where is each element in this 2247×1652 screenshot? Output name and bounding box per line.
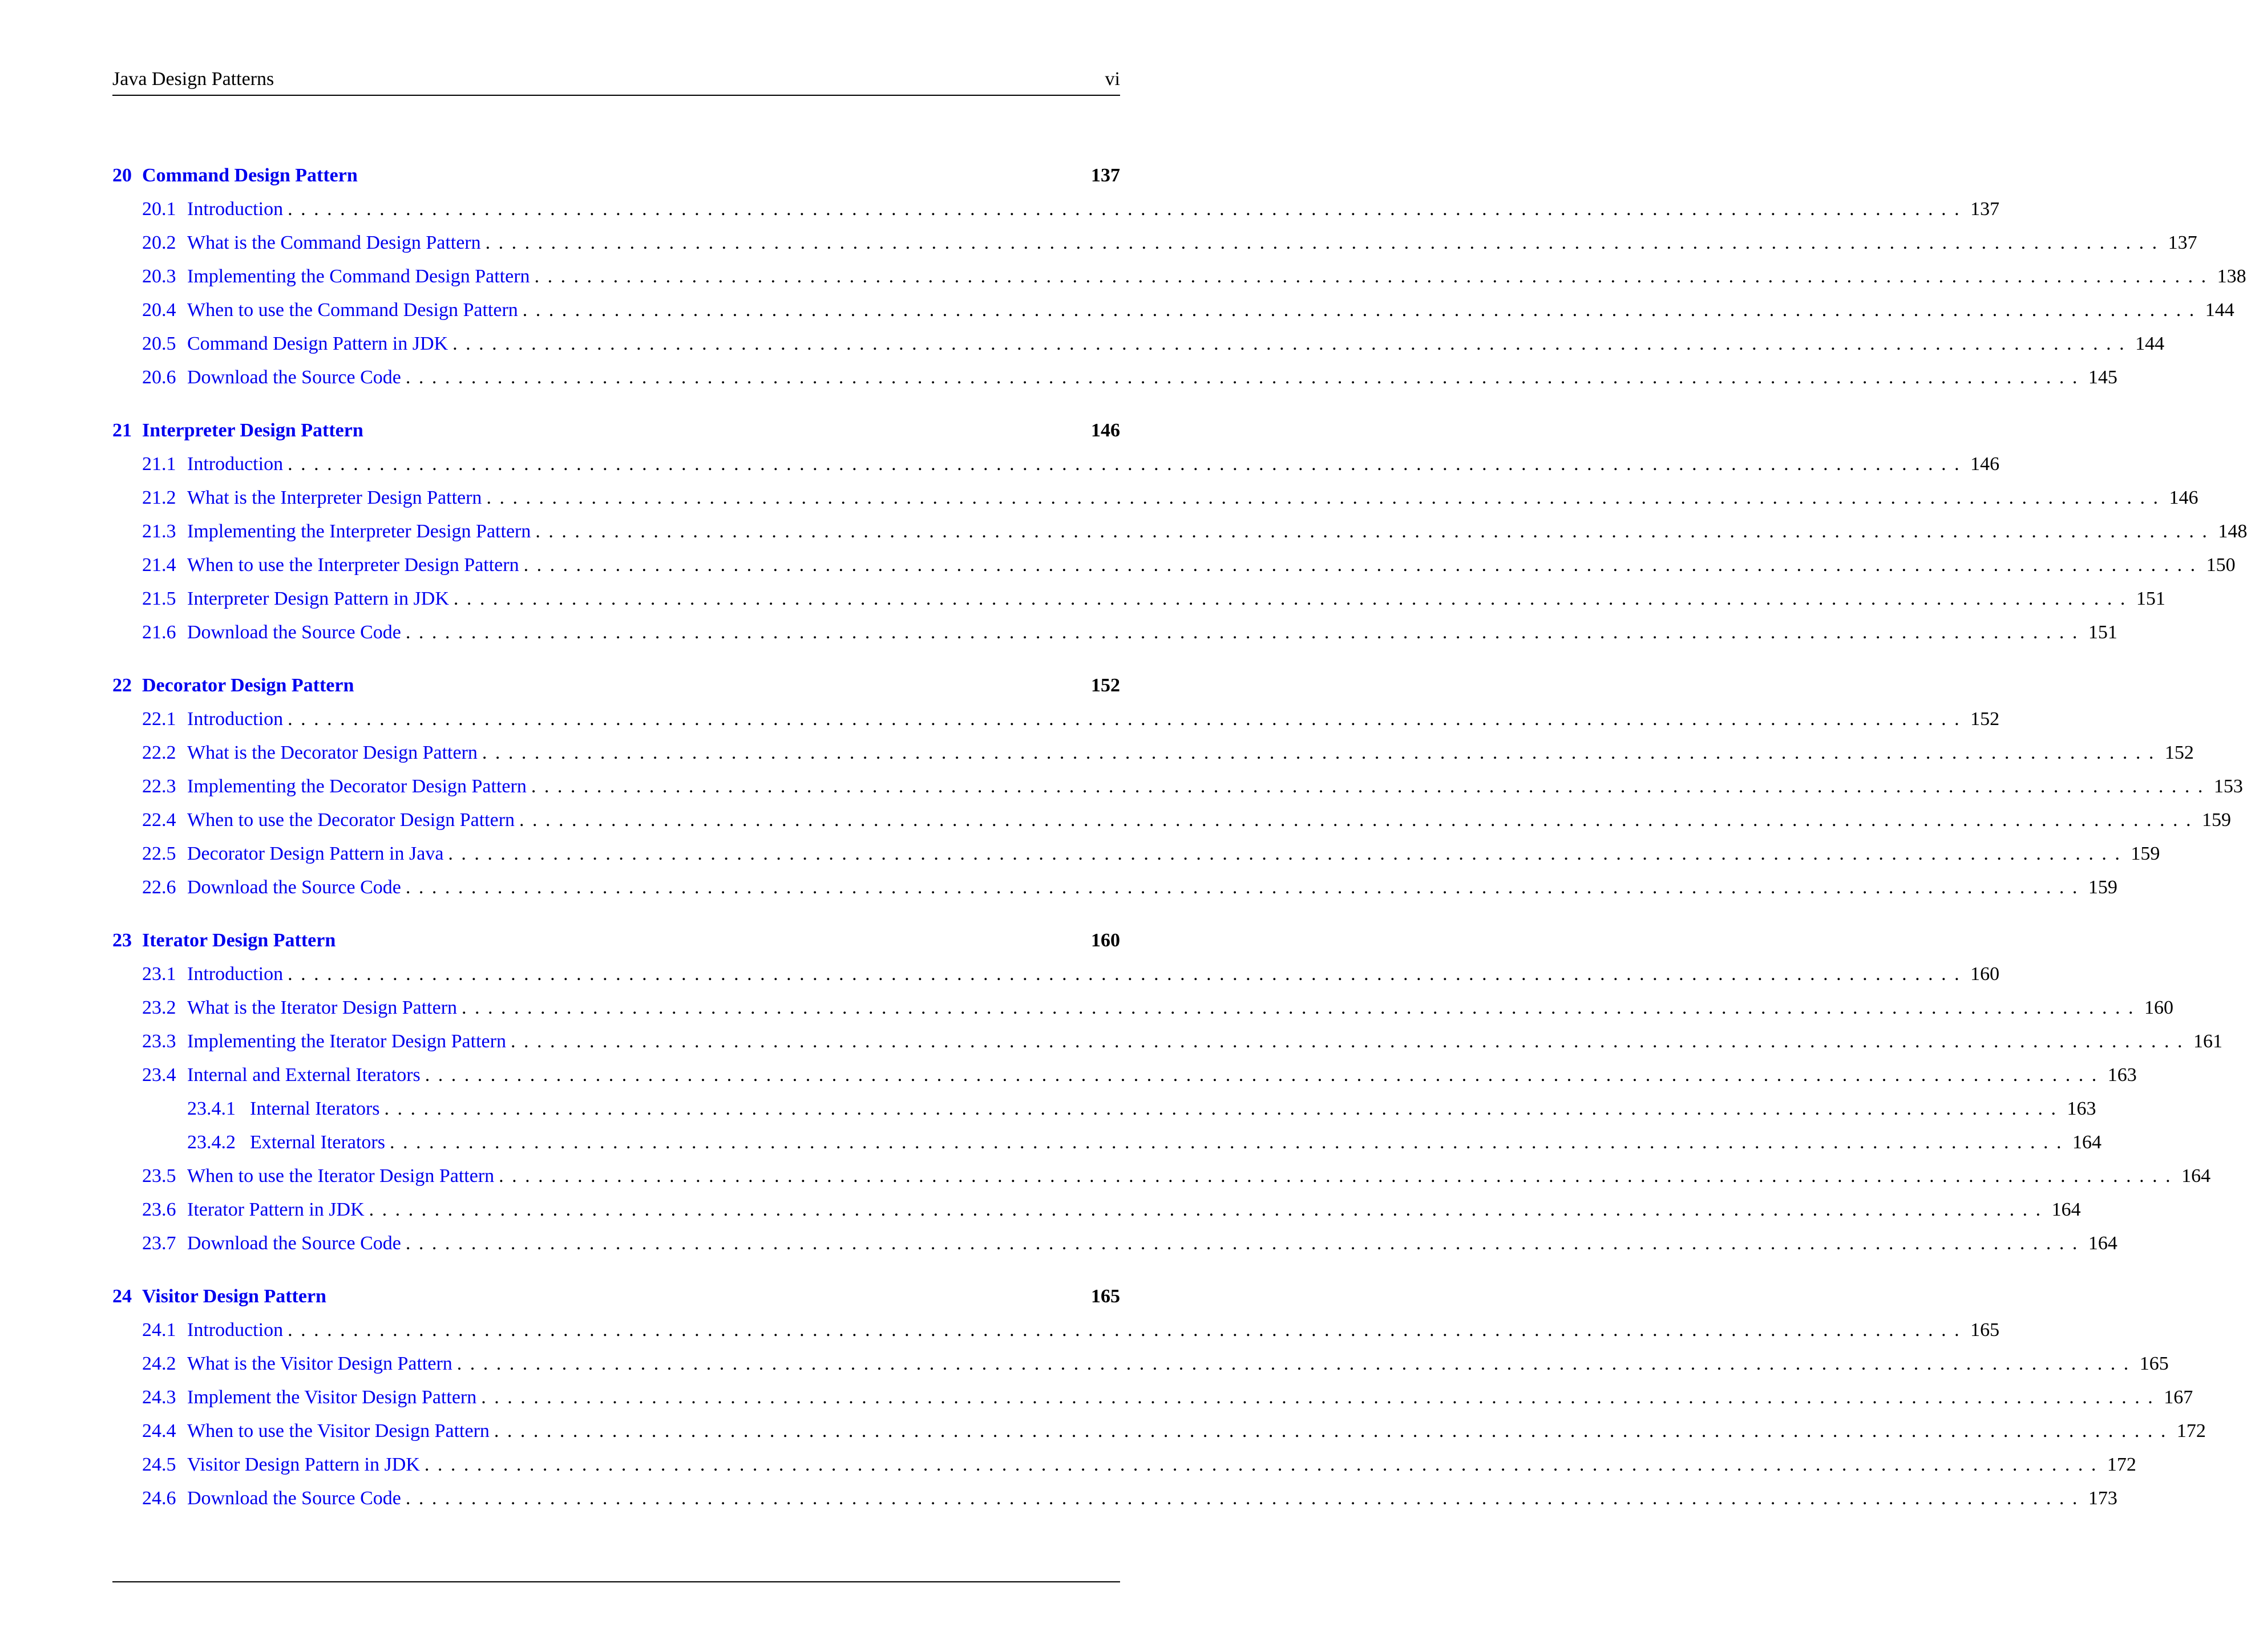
section-title: Download the Source Code (187, 622, 401, 643)
section-title: When to use the Visitor Design Pattern (187, 1420, 490, 1442)
section-title: Implementing the Iterator Design Pattern (187, 1031, 506, 1052)
section-title: Download the Source Code (187, 1233, 401, 1254)
section-number: 24.3 (142, 1387, 176, 1408)
section-page-number: 153 (2213, 776, 2243, 797)
section-title: What is the Decorator Design Pattern (187, 742, 478, 763)
section-title: Download the Source Code (187, 1488, 401, 1509)
section-page-number: 138 (2217, 266, 2246, 287)
toc-section-link[interactable] (112, 1448, 2136, 1481)
dot-leader: ................................................................................................................................ (531, 776, 2211, 797)
section-title: What is the Command Design Pattern (187, 232, 481, 253)
section-title: What is the Interpreter Design Pattern (187, 487, 482, 508)
dot-leader: ................................................................................................................................ (486, 487, 2167, 508)
section-title: Decorator Design Pattern in Java (187, 843, 444, 864)
section-number: 21.3 (142, 521, 176, 542)
section-number: 21.2 (142, 487, 176, 508)
dot-leader: ................................................................................................................................ (405, 367, 2086, 388)
section-page-number: 152 (1970, 708, 2000, 730)
toc-section-link[interactable] (112, 293, 2234, 327)
section-number: 24.6 (142, 1488, 176, 1509)
chapter-page-number: 137 (1091, 165, 1120, 186)
toc-section-link[interactable] (112, 327, 2165, 361)
dot-leader: ................................................................................................................................ (405, 622, 2086, 643)
chapter-number: 23 (112, 930, 132, 951)
dot-leader: ................................................................................................................................ (481, 1387, 2161, 1408)
section-number: 24.2 (142, 1353, 176, 1374)
toc-chapter (112, 159, 2246, 394)
section-title: Implement the Visitor Design Pattern (187, 1387, 477, 1408)
chapter-page-number: 165 (1091, 1286, 1120, 1307)
section-number: 23.6 (142, 1199, 176, 1220)
toc-section-link[interactable] (112, 1058, 2137, 1092)
section-number: 23.4.1 (187, 1098, 236, 1119)
toc-section-link[interactable] (112, 481, 2198, 515)
chapter-page-number: 160 (1091, 930, 1120, 951)
dot-leader: ................................................................................................................................ (424, 1454, 2104, 1475)
section-title: Introduction (187, 1319, 284, 1341)
section-title: Interpreter Design Pattern in JDK (187, 588, 449, 609)
section-title: What is the Visitor Design Pattern (187, 1353, 452, 1374)
toc-section-link[interactable] (112, 736, 2194, 770)
dot-leader: ................................................................................................................................ (369, 1199, 2049, 1220)
chapter-number: 21 (112, 420, 132, 441)
section-number: 20.5 (142, 333, 176, 354)
toc-section-link[interactable] (112, 582, 2165, 616)
section-title: When to use the Command Design Pattern (187, 299, 518, 321)
toc-section-link[interactable] (112, 803, 2232, 837)
section-page-number: 150 (2206, 554, 2236, 576)
dot-leader: ................................................................................................................................ (462, 997, 2142, 1018)
dot-leader: ................................................................................................................................ (288, 708, 1968, 730)
section-number: 22.2 (142, 742, 176, 763)
toc-subsection-link[interactable] (112, 1125, 2101, 1159)
chapter-page-number: 146 (1091, 420, 1120, 441)
section-page-number: 167 (2164, 1387, 2193, 1408)
book-title: Java Design Patterns (112, 68, 274, 90)
section-page-number: 148 (2218, 521, 2247, 542)
dot-leader: ................................................................................................................................ (288, 1319, 1968, 1341)
dot-leader: ................................................................................................................................ (494, 1420, 2174, 1442)
section-number: 23.1 (142, 963, 176, 985)
toc-section-link[interactable] (112, 1414, 2206, 1448)
section-title: Introduction (187, 708, 284, 730)
section-title: When to use the Interpreter Design Pattern (187, 554, 519, 576)
toc-section-link[interactable] (112, 260, 2246, 293)
toc-section-link[interactable] (112, 770, 2243, 803)
section-page-number: 144 (2135, 333, 2165, 354)
section-number: 21.5 (142, 588, 176, 609)
section-page-number: 164 (2181, 1165, 2211, 1187)
section-title: Implementing the Command Design Pattern (187, 266, 530, 287)
section-title: Internal Iterators (250, 1098, 380, 1119)
section-number: 21.6 (142, 622, 176, 643)
page-number: vi (1105, 68, 1120, 90)
section-number: 21.4 (142, 554, 176, 576)
section-title: Introduction (187, 963, 284, 985)
toc-section-link[interactable] (112, 192, 2000, 226)
section-page-number: 160 (1970, 963, 2000, 985)
dot-leader: ................................................................................................................................ (288, 963, 1968, 985)
section-title: Introduction (187, 199, 284, 220)
chapter-title: Visitor Design Pattern (142, 1286, 326, 1307)
section-page-number: 160 (2144, 997, 2174, 1018)
toc-section-link[interactable] (112, 1347, 2169, 1380)
section-page-number: 165 (2139, 1353, 2169, 1374)
section-number: 22.6 (142, 877, 176, 898)
section-number: 23.7 (142, 1233, 176, 1254)
section-title: Visitor Design Pattern in JDK (187, 1454, 420, 1475)
dot-leader: ................................................................................................................................ (499, 1165, 2179, 1187)
toc-section-link[interactable] (112, 991, 2174, 1025)
dot-leader: ................................................................................................................................ (448, 843, 2128, 864)
toc-chapter (112, 414, 2247, 649)
dot-leader: ................................................................................................................................ (510, 1031, 2191, 1052)
dot-leader: ................................................................................................................................ (389, 1132, 2070, 1153)
dot-leader: ................................................................................................................................ (485, 232, 2165, 253)
chapter-page-number: 152 (1091, 675, 1120, 696)
dot-leader: ................................................................................................................................ (452, 333, 2133, 354)
section-title: When to use the Iterator Design Pattern (187, 1165, 495, 1187)
section-title: When to use the Decorator Design Pattern (187, 809, 515, 831)
section-title: Implementing the Interpreter Design Pattern (187, 521, 531, 542)
section-number: 23.5 (142, 1165, 176, 1187)
section-title: Download the Source Code (187, 367, 401, 388)
section-number: 23.2 (142, 997, 176, 1018)
section-page-number: 144 (2205, 299, 2234, 321)
toc-section-link[interactable] (112, 702, 2000, 736)
dot-leader: ................................................................................................................................ (384, 1098, 2064, 1119)
toc-section-link[interactable] (112, 548, 2236, 582)
section-number: 20.1 (142, 199, 176, 220)
section-number: 20.2 (142, 232, 176, 253)
section-number: 23.3 (142, 1031, 176, 1052)
section-page-number: 145 (2088, 367, 2117, 388)
section-page-number: 159 (2131, 843, 2160, 864)
toc-section-link[interactable] (112, 447, 2000, 481)
section-title: Iterator Pattern in JDK (187, 1199, 365, 1220)
section-number: 24.1 (142, 1319, 176, 1341)
section-page-number: 164 (2088, 1233, 2117, 1254)
dot-leader: ................................................................................................................................ (405, 1233, 2086, 1254)
section-page-number: 146 (2169, 487, 2198, 508)
section-page-number: 172 (2176, 1420, 2206, 1442)
section-number: 22.5 (142, 843, 176, 864)
chapter-number: 20 (112, 165, 132, 186)
dot-leader: ................................................................................................................................ (405, 877, 2086, 898)
toc-chapter (112, 669, 2243, 904)
dot-leader: ................................................................................................................................ (288, 454, 1968, 475)
section-title: Download the Source Code (187, 877, 401, 898)
chapter-title: Command Design Pattern (142, 165, 358, 186)
toc-chapter-link[interactable] (112, 159, 1120, 192)
section-page-number: 137 (2168, 232, 2197, 253)
toc-section-link[interactable] (112, 515, 2247, 548)
section-page-number: 164 (2051, 1199, 2081, 1220)
section-page-number: 172 (2107, 1454, 2136, 1475)
section-page-number: 146 (1970, 454, 2000, 475)
section-page-number: 163 (2107, 1064, 2137, 1086)
toc-chapter-link[interactable] (112, 924, 1120, 957)
section-title: Implementing the Decorator Design Pattern (187, 776, 527, 797)
section-title: External Iterators (250, 1132, 385, 1153)
section-number: 24.5 (142, 1454, 176, 1475)
toc-section-link[interactable] (112, 1025, 2222, 1058)
section-title: Command Design Pattern in JDK (187, 333, 448, 354)
chapter-number: 24 (112, 1286, 132, 1307)
dot-leader: ................................................................................................................................ (405, 1488, 2086, 1509)
section-page-number: 151 (2136, 588, 2165, 609)
toc-chapter-link[interactable] (112, 669, 1120, 702)
section-number: 22.1 (142, 708, 176, 730)
dot-leader: ................................................................................................................................ (523, 554, 2204, 576)
dot-leader: ................................................................................................................................ (519, 809, 2200, 831)
section-page-number: 164 (2072, 1132, 2101, 1153)
section-page-number: 161 (2193, 1031, 2222, 1052)
running-header (112, 70, 1120, 96)
toc-section-link[interactable] (112, 226, 2197, 260)
section-title: Internal and External Iterators (187, 1064, 421, 1086)
toc-section-link[interactable] (112, 1226, 2117, 1260)
toc-chapter (112, 1280, 2206, 1515)
section-page-number: 173 (2088, 1488, 2117, 1509)
section-page-number: 159 (2088, 877, 2117, 898)
dot-leader: ................................................................................................................................ (534, 266, 2214, 287)
chapter-title: Interpreter Design Pattern (142, 420, 363, 441)
toc-section-link[interactable] (112, 1193, 2081, 1226)
section-number: 23.4.2 (187, 1132, 236, 1153)
toc-section-link[interactable] (112, 1313, 2000, 1347)
section-number: 23.4 (142, 1064, 176, 1086)
toc-subsection-link[interactable] (112, 1092, 2096, 1125)
section-number: 24.4 (142, 1420, 176, 1442)
table-of-contents (112, 159, 2247, 1534)
toc-section-link[interactable] (112, 837, 2160, 870)
toc-section-link[interactable] (112, 1380, 2193, 1414)
toc-section-link[interactable] (112, 870, 2117, 904)
toc-section-link[interactable] (112, 1159, 2211, 1193)
chapter-title: Decorator Design Pattern (142, 675, 354, 696)
dot-leader: ................................................................................................................................ (522, 299, 2202, 321)
toc-chapter-link[interactable] (112, 1280, 1120, 1313)
toc-section-link[interactable] (112, 1481, 2117, 1515)
section-page-number: 151 (2088, 622, 2117, 643)
toc-section-link[interactable] (112, 616, 2117, 649)
toc-section-link[interactable] (112, 957, 2000, 991)
section-number: 22.3 (142, 776, 176, 797)
toc-chapter (112, 924, 2222, 1260)
toc-chapter-link[interactable] (112, 414, 1120, 447)
section-number: 22.4 (142, 809, 176, 831)
dot-leader: ................................................................................................................................ (456, 1353, 2137, 1374)
section-page-number: 163 (2067, 1098, 2096, 1119)
section-title: What is the Iterator Design Pattern (187, 997, 458, 1018)
dot-leader: ................................................................................................................................ (288, 199, 1968, 220)
section-number: 20.6 (142, 367, 176, 388)
chapter-title: Iterator Design Pattern (142, 930, 336, 951)
section-number: 20.3 (142, 266, 176, 287)
section-number: 21.1 (142, 454, 176, 475)
section-page-number: 152 (2164, 742, 2194, 763)
chapter-number: 22 (112, 675, 132, 696)
section-number: 20.4 (142, 299, 176, 321)
dot-leader: ................................................................................................................................ (482, 742, 2162, 763)
toc-section-link[interactable] (112, 361, 2117, 394)
section-title: Introduction (187, 454, 284, 475)
dot-leader: ................................................................................................................................ (425, 1064, 2105, 1086)
section-page-number: 165 (1970, 1319, 2000, 1341)
dot-leader: ................................................................................................................................ (453, 588, 2133, 609)
section-page-number: 159 (2202, 809, 2232, 831)
dot-leader: ................................................................................................................................ (535, 521, 2216, 542)
footer-rule (112, 1581, 1120, 1582)
section-page-number: 137 (1970, 199, 2000, 220)
